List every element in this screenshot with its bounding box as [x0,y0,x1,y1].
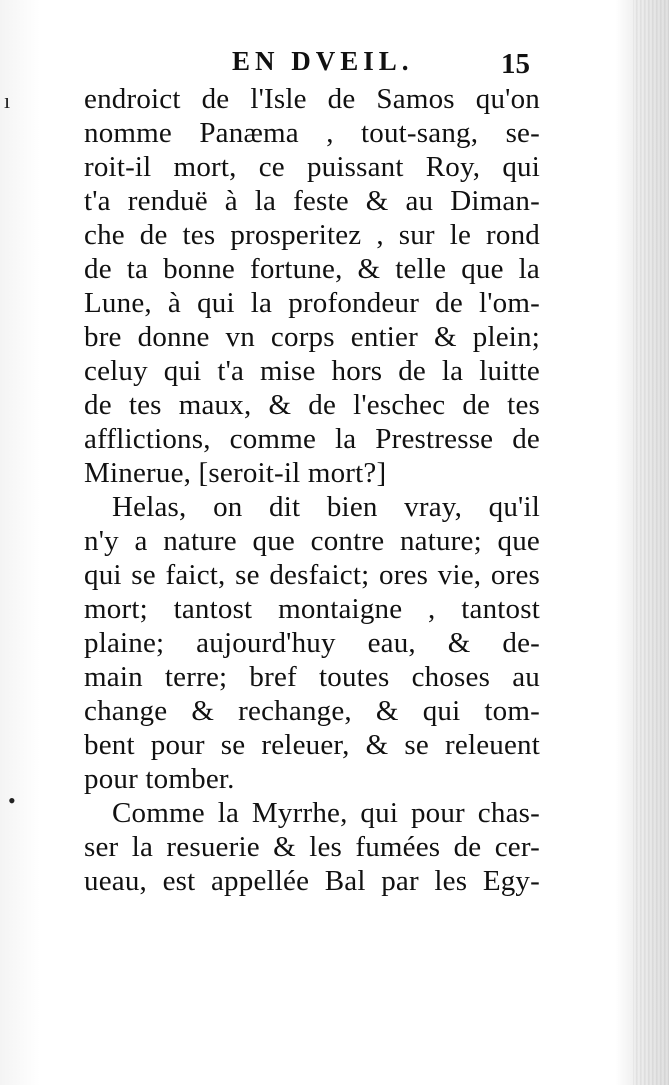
text-line: qui se faict, se desfaict; ores vie, ores [84,559,540,591]
paragraph-start-line: Helas, on dit bien vray, qu'il [112,491,540,523]
text-line: t'a renduë à la feste & au Diman- [84,185,540,217]
text-line: che de tes prosperitez , sur le rond [84,219,540,251]
text-line: pour tomber. [84,763,235,795]
paragraph-start-line: Comme la Myrrhe, qui pour chas- [112,797,540,829]
text-line: change & rechange, & qui tom- [84,695,540,727]
text-line: bre donne vn corps entier & plein; [84,321,540,353]
text-line: bent pour se releuer, & se releuent [84,729,540,761]
text-line: endroict de l'Isle de Samos qu'on [84,83,540,115]
text-line: de tes maux, & de l'eschec de tes [84,389,540,421]
text-line: mort; tantost montaigne , tantost [84,593,540,625]
text-line: celuy qui t'a mise hors de la luitte [84,355,540,387]
text-line: de ta bonne fortune, & telle que la [84,253,540,285]
margin-dot: • [8,788,16,813]
text-line: ser la resuerie & les fumées de cer- [84,831,540,863]
text-line: Lune, à qui la profondeur de l'om- [84,287,540,319]
text-line: roit-il mort, ce puissant Roy, qui [84,151,540,183]
page-edge-shadow [633,0,669,1085]
text-line: n'y a nature que contre nature; que [84,525,540,557]
text-line: Minerue, [seroit-il mort?] [84,457,387,489]
page-number: 15 [501,48,530,80]
text-line: ueau, est appellée Bal par les Egy- [84,865,540,897]
text-line: plaine; aujourd'huy eau, & de- [84,627,540,659]
running-head: EN DVEIL. [232,46,414,76]
text-line: afflictions, comme la Prestresse de [84,423,540,455]
margin-mark: ı [4,88,11,113]
body-text [84,82,540,898]
text-line: nomme Panæma , tout-sang, se- [84,117,540,149]
text-line: main terre; bref toutes choses au [84,661,540,693]
